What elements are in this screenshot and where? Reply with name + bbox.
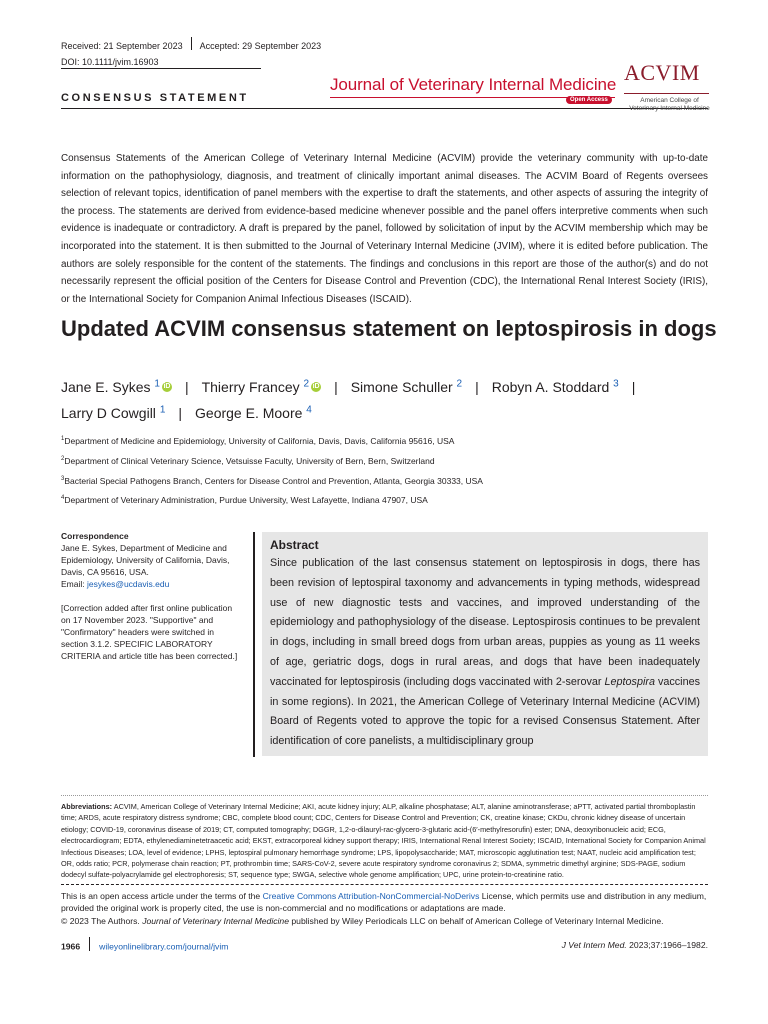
journal-name[interactable]: Journal of Veterinary Internal Medicine: [330, 75, 617, 94]
journal-url-link[interactable]: wileyonlinelibrary.com/journal/jvim: [99, 941, 229, 952]
author[interactable]: Simone Schuller $^2$: [350, 378, 463, 395]
license-notice: This is an open access article under the terms of the Creative Commons Attribution-NonCommercial-NoDerivs License, which permits use and distribution in any medium, provided the original work is properly cited, the use is non-commercial and no modifications or adaptations are made. © 2023 The Authors. Journal of Veterinary Internal Medicine published by Wiley Periodicals LLC on behalf of American College of Veterinary Internal Medicine.: [61, 891, 707, 926]
author[interactable]: Larry D Cowgill $^1$: [61, 404, 166, 422]
divider: [89, 937, 90, 951]
acvim-logo[interactable]: ACVIM: [624, 60, 700, 85]
acvim-logo-subtitle: American College of Veterinary Internal Medicine: [629, 97, 710, 112]
correspondence-address: Jane E. Sykes, Department of Medicine and Epidemiology, University of California, Davis, Davis, CA 95616, USA.: [61, 543, 230, 577]
abbreviations: Abbreviations: ACVIM, American College of Veterinary Internal Medicine; AKI, acute kidney injury; ALP, alkaline phosphatase; ALT, alanine aminotransferase; aPTT, activated partial thromboplastin time; ARDS, acute respiratory distress syndrome; CBC, complete blood count; CDC, Centers for Disease Control and Prevention; CK, creatine kinase; CKDu, chronic kidney disease of uncertain etiology; COVID-19, coronavirus disease of 2019; CT, computed tomography; DGGR, 1,2-o-dilauryl-rac-glycero-3-glutaric acid-(6′-methylresorufin) ester; DNA, deoxyribonucleic acid; ECG, electrocardiogram; EDTA, ethylenediaminetetraacetic acid; EKST, extracorporeal kidney support therapy; IRIS, International Renal Interest Society; ISCAID, International Society for Companion Animal Infectious Diseases; LOA, level of evidence; LPHS, leptospiral pulmonary hemorrhage syndrome; LPS, lipopolysaccharide; MAT, microscopic agglutination test; NAAT, nucleic acid amplification test; OR, odds ratio; PCR, polymerase chain reaction; PT, prothrombin time; SARS-CoV-2, severe acute respiratory syndrome coronavirus 2; SDMA, symmetric dimethyl arginine; SDS-PAGE, sodium dodecyl sulfate-polyacrylamide gel electrophoresis; ST, sequence type; SWGA, selective whole genome amplification; UPC, urine protein-to-creatinine ratio.: [61, 802, 706, 880]
article-dates: [61, 40, 321, 53]
author-list: Jane E. Sykes $^1$ iD | Thierry Francey $^2$ iD | Simone Schuller $^2$ | Robyn A. Stoddard $^3$ | Larry D Cowgill $^1$ | George E. Moore $^4$: [61, 378, 636, 422]
correspondence-block: Correspondence Jane E. Sykes, Department of Medicine and Epidemiology, University of California, Davis, Davis, CA 95616, USA. Email: jesykes@ucdavis.edu [Correction added after first online publication on 17 November 2023. "Supportive" and "Confirmatory" headers were switched in section 3.1.2. SPECIFIC LABORATORY CRITERIA and article title has been corrected.]: [61, 530, 241, 662]
correction-note: [Correction added after first online publication on 17 November 2023. "Supportive" and "Confirmatory" headers were switched in section 3.1.2. SPECIFIC LABORATORY CRITERIA and article title has been corrected.]: [61, 603, 238, 661]
accepted-date: Accepted: 29 September 2023: [199, 40, 322, 51]
abstract-divider: [253, 532, 255, 757]
email-link[interactable]: jesykes@ucdavis.edu: [86, 579, 170, 589]
author[interactable]: Thierry Francey $^2$ iD: [201, 378, 320, 395]
affiliations: [61, 430, 483, 509]
affiliation-item: $^3$Bacterial Special Pathogens Branch, Centers for Disease Control and Prevention, Atlanta, Georgia 30333, USA: [61, 475, 483, 486]
consensus-intro: Consensus Statements of the American College of Veterinary Internal Medicine (ACVIM) provide the veterinary community with up-to-date information on the pathophysiology, diagnosis, and treatment of clinically important animal diseases. The ACVIM Board of Regents oversees selection of relevant topics, identification of panel members with the expertise to draft the statements, and other aspects of assuring the integrity of the process. The statements are derived from evidence-based medicine whenever possible and the panel offers interpretive comments when such evidence is inadequate or contradictory. A draft is prepared by the panel, followed by solicitation of input by the ACVIM membership which may be incorporated into the statement. It is then submitted to the Journal of Veterinary Internal Medicine (JVIM), where it is edited before publication. The authors are solely responsible for the content of the statements. The findings and conclusions in this report are those of the author(s) and do not necessarily represent the official position of the Centers for Disease Control and Prevention (CDC), the International Renal Interest Society (IRIS), or the International Society for Companion Animal Infectious Diseases (ISCAID).: [61, 153, 708, 305]
affiliation-item: $^4$Department of Veterinary Administration, Purdue University, West Lafayette, Indiana 47907, USA: [61, 495, 428, 506]
author[interactable]: George E. Moore $^4$: [195, 404, 312, 422]
abbreviations-rule: [61, 795, 708, 796]
orcid-icon[interactable]: iD: [163, 382, 171, 390]
license-rule: [61, 884, 708, 885]
open-access-badge: Open Access: [566, 96, 612, 104]
header-rule: [61, 68, 261, 69]
correspondence-heading: Correspondence: [61, 531, 129, 541]
affiliation-item: $^2$Department of Clinical Veterinary Science, Vetsuisse Faculty, University of Bern, Bern, Switzerland: [61, 455, 435, 466]
page-number: 1966: [61, 941, 81, 952]
orcid-icon[interactable]: iD: [312, 382, 320, 390]
doi[interactable]: DOI: 10.1111/jvim.16903: [61, 57, 159, 67]
divider: [191, 37, 192, 50]
abstract-heading: Abstract: [270, 538, 319, 552]
article-type: CONSENSUS STATEMENT: [61, 92, 249, 104]
citation: J Vet Intern Med. 2023;37:1966–1982.: [561, 940, 708, 950]
abstract-box: [262, 532, 708, 756]
affiliation-item: $^1$Department of Medicine and Epidemiology, University of California, Davis, Davis, California 95616, USA: [61, 435, 455, 446]
article-title: Updated ACVIM consensus statement on leptospirosis in dogs: [61, 316, 717, 341]
abstract-text: Since publication of the last consensus statement on leptospirosis in dogs, there has been revision of leptospiral taxonomy and advancements in typing methods, widespread use of new diagnostic tests and vaccines, and improved understanding of the epidemiology and pathophysiology of the disease. Leptospirosis continues to be prevalent in dogs, including in small breed dogs from urban areas, puppies as young as 11 weeks of age, geriatric dogs, dogs in rural areas, and dogs that have been inadequately vaccinated for leptospirosis (including dogs vaccinated with 2-serovar Leptospira vaccines in some regions). In 2021, the American College of Veterinary Internal Medicine (ACVIM) Board of Regents voted to approve the topic for a revised Consensus Statement. After identification of core panelists, a multidisciplinary group: [270, 557, 700, 748]
author[interactable]: Robyn A. Stoddard $^3$: [491, 378, 619, 395]
received-date: Received: 21 September 2023: [61, 40, 183, 51]
author[interactable]: Jane E. Sykes $^1$ iD: [61, 378, 171, 395]
header-bottom-rule: [61, 108, 708, 109]
copyright: © 2023 The Authors. Journal of Veterinary Internal Medicine published by Wiley Periodicals LLC on behalf of American College of Veterinary Internal Medicine.: [61, 915, 664, 926]
page-footer: [61, 940, 708, 954]
acvim-logo-rule: [624, 93, 709, 94]
license-link[interactable]: Creative Commons Attribution-NonCommercial-NoDerivs: [262, 891, 480, 901]
